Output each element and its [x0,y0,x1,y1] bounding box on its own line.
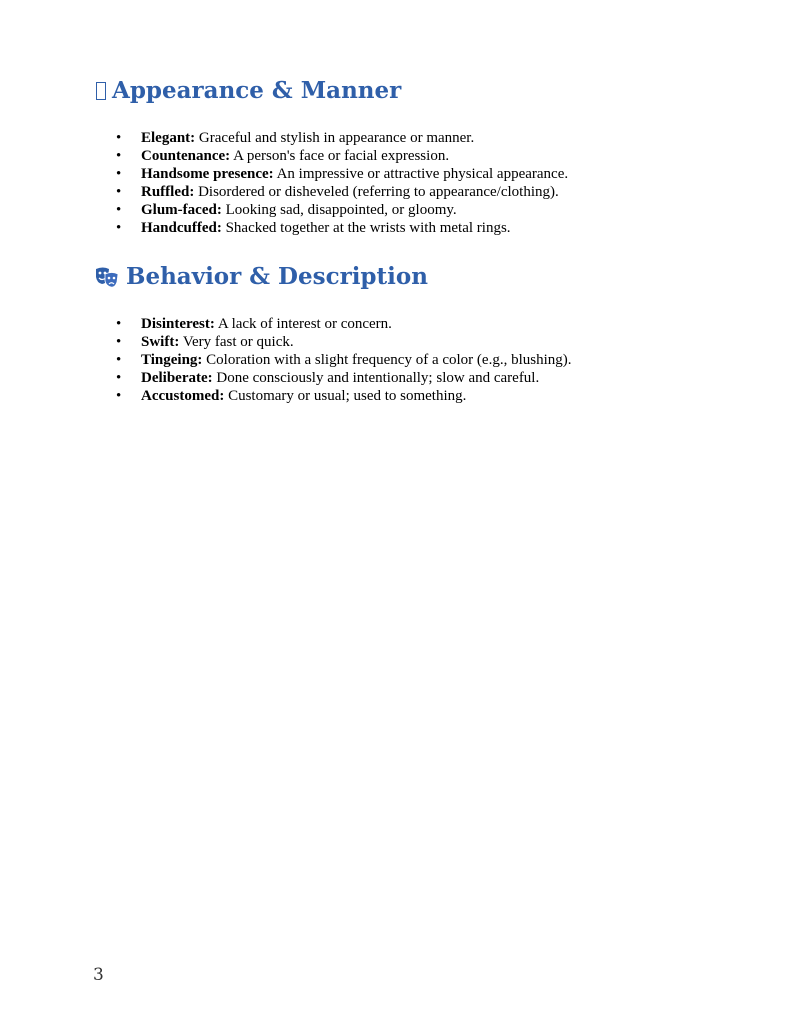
term: Swift: [141,334,180,350]
section-heading [94,76,774,106]
definition: Customary or usual; used to something. [228,388,467,404]
definition: Coloration with a slight frequency of a color (e.g., blushing). [206,352,572,368]
term: Ruffled: [141,184,195,200]
term: Accustomed: [141,388,225,404]
definition: Disordered or disheveled (referring to appearance/clothing). [198,184,559,200]
list-item [94,369,572,387]
definition: Done consciously and intentionally; slow and careful. [216,370,540,386]
bullet: • [116,130,122,146]
bullet: • [116,316,122,332]
list-item [94,201,568,219]
list-item [94,165,568,183]
definition: Graceful and stylish in appearance or manner. [198,130,475,146]
list-item [94,147,568,165]
page-number: 3 [93,965,104,985]
term: Glum-faced: [141,202,222,218]
term-list [94,129,568,237]
definition: A person's face or facial expression. [233,148,450,164]
definition: Looking sad, disappointed, or gloomy. [225,202,457,218]
list-item [94,387,572,405]
missing-glyph-icon [94,82,106,100]
theater-masks-icon [94,266,120,288]
list-item [94,351,572,369]
term: Elegant: [141,130,196,146]
term: Handsome presence: [141,166,274,182]
definition: A lack of interest or concern. [217,316,392,332]
term: Handcuffed: [141,220,222,236]
section-behavior-description [94,262,774,404]
section-title: Behavior & Description [126,263,428,290]
term: Tingeing: [141,352,203,368]
definition: An impressive or attractive physical appearance. [276,166,569,182]
list-item [94,315,572,333]
list-item [94,183,568,201]
bullet: • [116,352,122,368]
bullet: • [116,220,122,236]
section-title: Appearance & Manner [112,77,402,104]
term: Disinterest: [141,316,215,332]
bullet: • [116,388,122,404]
bullet: • [116,202,122,218]
section-heading [94,262,774,292]
term: Deliberate: [141,370,213,386]
bullet: • [116,148,122,164]
list-item [94,333,572,351]
bullet: • [116,370,122,386]
list-item [94,219,568,237]
bullet: • [116,166,122,182]
list-item [94,129,568,147]
definition: Very fast or quick. [182,334,294,350]
term-list [94,315,572,405]
bullet: • [116,334,122,350]
bullet: • [116,184,122,200]
section-appearance-manner [94,76,774,236]
definition: Shacked together at the wrists with metal rings. [225,220,511,236]
term: Countenance: [141,148,231,164]
